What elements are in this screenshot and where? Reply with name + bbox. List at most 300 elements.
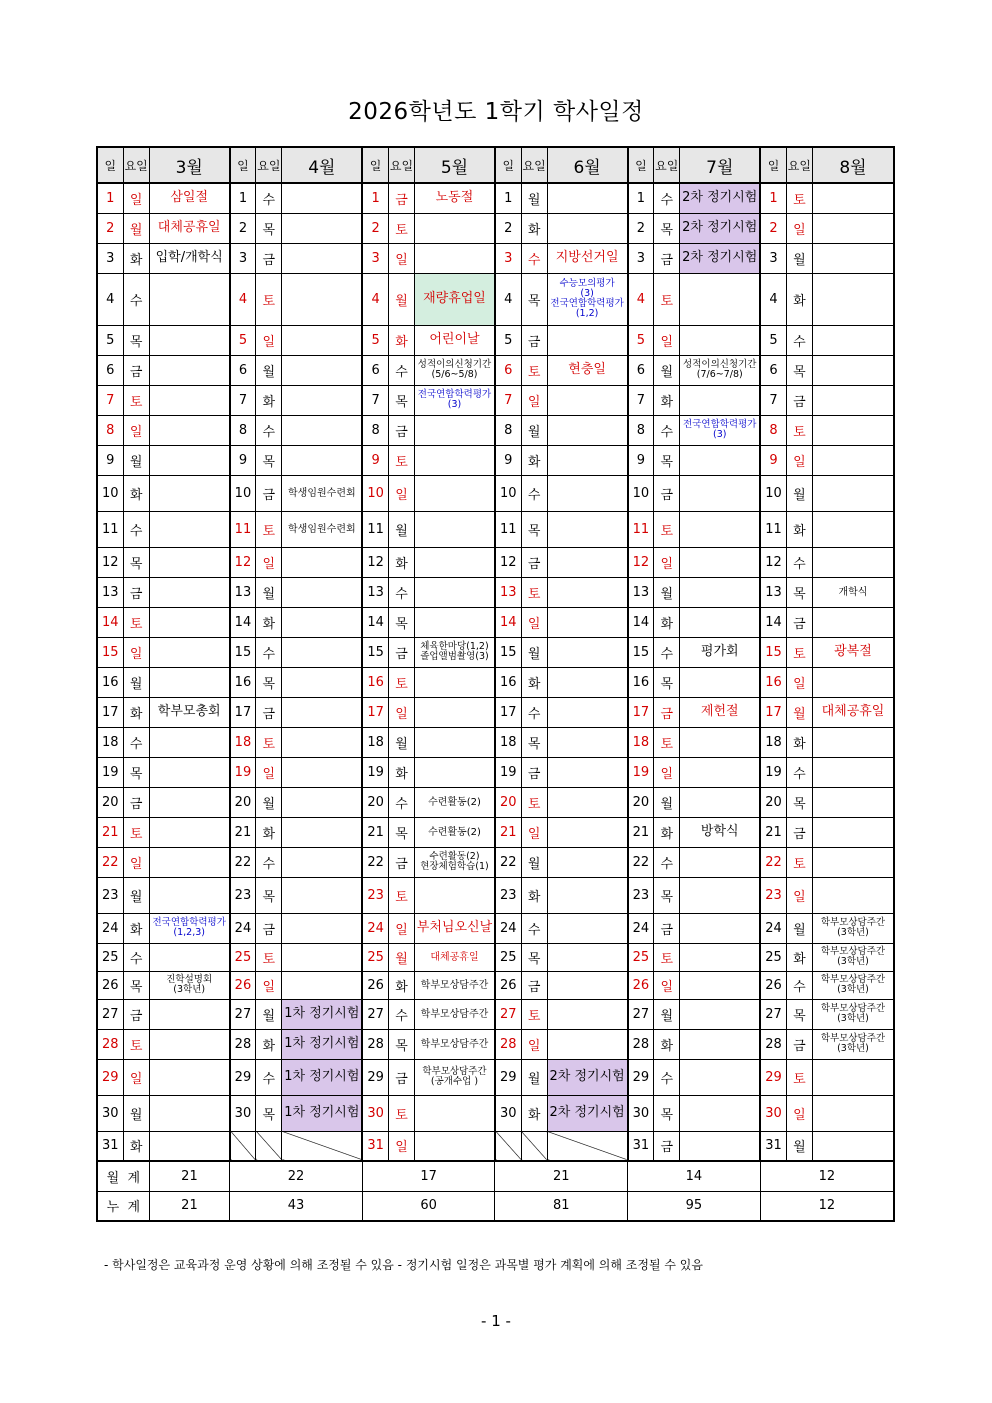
header-weekday: 요일 bbox=[388, 147, 414, 183]
event-cell bbox=[282, 415, 362, 445]
weekday-cell: 월 bbox=[388, 511, 414, 547]
calendar-row bbox=[97, 1059, 894, 1095]
day-cell: 24 bbox=[628, 913, 654, 943]
header-day: 일 bbox=[495, 147, 521, 183]
calendar-row bbox=[97, 183, 894, 213]
summary-value: 60 bbox=[362, 1191, 495, 1221]
weekday-cell: 금 bbox=[654, 913, 680, 943]
calendar-row bbox=[97, 475, 894, 511]
day-cell: 14 bbox=[362, 607, 388, 637]
day-cell: 11 bbox=[97, 511, 123, 547]
weekday-cell: 토 bbox=[123, 385, 149, 415]
event-label: 학부모상담주간 (3학년) bbox=[820, 946, 886, 967]
day-cell: 31 bbox=[760, 1131, 786, 1161]
event-cell bbox=[149, 607, 229, 637]
day-cell: 15 bbox=[362, 637, 388, 667]
event-cell bbox=[149, 355, 229, 385]
weekday-cell: 화 bbox=[521, 667, 547, 697]
event-label: 입학/개학식 bbox=[155, 250, 223, 265]
day-cell: 10 bbox=[230, 475, 256, 511]
day-cell: 6 bbox=[760, 355, 786, 385]
event-cell bbox=[149, 415, 229, 445]
calendar-row bbox=[97, 999, 894, 1029]
event-cell bbox=[149, 213, 229, 243]
summary-label: 누 계 bbox=[97, 1191, 149, 1221]
weekday-cell: 월 bbox=[123, 667, 149, 697]
day-cell: 16 bbox=[230, 667, 256, 697]
event-label: 학생임원수련회 bbox=[288, 487, 356, 499]
event-label: 노동절 bbox=[435, 190, 474, 206]
weekday-cell: 화 bbox=[123, 475, 149, 511]
weekday-cell: 수 bbox=[786, 325, 812, 355]
day-cell: 22 bbox=[362, 847, 388, 877]
weekday-cell: 토 bbox=[388, 445, 414, 475]
event-label: 개학식 bbox=[838, 586, 868, 598]
weekday-cell: 토 bbox=[786, 847, 812, 877]
event-cell bbox=[547, 355, 627, 385]
event-cell bbox=[547, 415, 627, 445]
weekday-cell: 목 bbox=[654, 1095, 680, 1131]
weekday-cell: 금 bbox=[256, 475, 282, 511]
weekday-cell: 월 bbox=[786, 243, 812, 273]
day-cell: 11 bbox=[495, 511, 521, 547]
event-cell bbox=[282, 637, 362, 667]
day-cell: 8 bbox=[362, 415, 388, 445]
calendar-row bbox=[97, 847, 894, 877]
weekday-cell: 화 bbox=[256, 1029, 282, 1059]
event-cell bbox=[680, 847, 760, 877]
event-label: 학부모상담주간 (3학년) bbox=[820, 974, 886, 995]
day-cell: 22 bbox=[760, 847, 786, 877]
calendar-row bbox=[97, 415, 894, 445]
weekday-cell: 토 bbox=[123, 607, 149, 637]
day-cell: 26 bbox=[362, 971, 388, 999]
weekday-cell: 월 bbox=[256, 787, 282, 817]
calendar-row bbox=[97, 787, 894, 817]
weekday-cell: 수 bbox=[786, 971, 812, 999]
event-label: 학부모상담주간 (3학년) bbox=[820, 1003, 886, 1024]
event-cell bbox=[812, 1029, 894, 1059]
summary-value: 21 bbox=[495, 1161, 628, 1191]
weekday-cell: 금 bbox=[654, 697, 680, 727]
weekday-cell: 일 bbox=[256, 325, 282, 355]
weekday-cell: 금 bbox=[123, 355, 149, 385]
weekday-cell: 토 bbox=[786, 637, 812, 667]
weekday-cell: 화 bbox=[786, 273, 812, 325]
header-day: 일 bbox=[760, 147, 786, 183]
event-cell bbox=[547, 325, 627, 355]
day-cell: 18 bbox=[97, 727, 123, 757]
event-cell bbox=[812, 757, 894, 787]
event-cell bbox=[812, 1095, 894, 1131]
day-cell: 4 bbox=[230, 273, 256, 325]
header-month: 3월 bbox=[149, 147, 229, 183]
weekday-cell: 월 bbox=[654, 577, 680, 607]
weekday-cell: 토 bbox=[388, 877, 414, 913]
event-cell bbox=[149, 183, 229, 213]
day-cell: 23 bbox=[230, 877, 256, 913]
event-cell bbox=[149, 727, 229, 757]
weekday-cell: 화 bbox=[521, 445, 547, 475]
weekday-cell: 일 bbox=[786, 667, 812, 697]
day-cell: 28 bbox=[760, 1029, 786, 1059]
weekday-cell: 화 bbox=[786, 511, 812, 547]
event-cell bbox=[812, 1131, 894, 1161]
weekday-cell: 화 bbox=[123, 913, 149, 943]
event-cell bbox=[812, 243, 894, 273]
weekday-cell: 일 bbox=[388, 1131, 414, 1161]
event-cell bbox=[415, 213, 495, 243]
event-cell bbox=[680, 213, 760, 243]
day-cell: 31 bbox=[97, 1131, 123, 1161]
day-cell: 2 bbox=[362, 213, 388, 243]
event-cell bbox=[149, 325, 229, 355]
event-cell bbox=[812, 183, 894, 213]
day-cell: 23 bbox=[495, 877, 521, 913]
calendar-body bbox=[97, 183, 894, 1221]
event-cell bbox=[282, 913, 362, 943]
weekday-cell: 수 bbox=[123, 511, 149, 547]
event-cell bbox=[680, 971, 760, 999]
day-cell: 8 bbox=[97, 415, 123, 445]
weekday-cell: 일 bbox=[256, 547, 282, 577]
weekday-cell: 일 bbox=[388, 475, 414, 511]
weekday-cell: 화 bbox=[388, 757, 414, 787]
event-cell bbox=[680, 243, 760, 273]
event-label: 부처님오신날 bbox=[416, 920, 493, 935]
event-label: 방학식 bbox=[700, 824, 739, 839]
weekday-cell: 목 bbox=[256, 667, 282, 697]
day-cell: 10 bbox=[97, 475, 123, 511]
day-cell: 5 bbox=[760, 325, 786, 355]
calendar-row bbox=[97, 273, 894, 325]
weekday-cell: 수 bbox=[521, 697, 547, 727]
day-cell: 16 bbox=[362, 667, 388, 697]
event-cell bbox=[680, 607, 760, 637]
day-cell: 1 bbox=[362, 183, 388, 213]
event-cell bbox=[415, 475, 495, 511]
weekday-cell: 목 bbox=[256, 213, 282, 243]
day-cell: 22 bbox=[230, 847, 256, 877]
weekday-cell: 목 bbox=[388, 385, 414, 415]
day-cell: 31 bbox=[362, 1131, 388, 1161]
event-cell bbox=[415, 1131, 495, 1161]
summary-value: 22 bbox=[230, 1161, 363, 1191]
event-label: 전국연합학력평가 (1,2,3) bbox=[152, 917, 226, 938]
day-cell: 29 bbox=[230, 1059, 256, 1095]
day-cell: 13 bbox=[495, 577, 521, 607]
event-label: 2차 정기시험 bbox=[549, 1069, 625, 1084]
day-cell: 26 bbox=[760, 971, 786, 999]
event-label: 전국연합학력평가 (3) bbox=[417, 389, 492, 410]
day-cell: 4 bbox=[495, 273, 521, 325]
event-cell bbox=[415, 999, 495, 1029]
event-cell bbox=[680, 727, 760, 757]
day-cell: 25 bbox=[495, 943, 521, 971]
weekday-cell: 월 bbox=[521, 847, 547, 877]
weekday-cell: 목 bbox=[256, 1095, 282, 1131]
day-cell: 28 bbox=[495, 1029, 521, 1059]
event-cell bbox=[812, 475, 894, 511]
day-cell: 29 bbox=[495, 1059, 521, 1095]
weekday-cell: 목 bbox=[256, 445, 282, 475]
event-cell bbox=[812, 415, 894, 445]
weekday-cell: 금 bbox=[786, 1029, 812, 1059]
weekday-cell bbox=[521, 1131, 547, 1161]
event-cell bbox=[812, 727, 894, 757]
weekday-cell: 금 bbox=[786, 385, 812, 415]
weekday-cell: 월 bbox=[521, 415, 547, 445]
event-cell bbox=[680, 183, 760, 213]
day-cell: 9 bbox=[495, 445, 521, 475]
weekday-cell: 토 bbox=[521, 999, 547, 1029]
weekday-cell: 화 bbox=[256, 817, 282, 847]
weekday-cell: 일 bbox=[256, 971, 282, 999]
event-cell bbox=[547, 667, 627, 697]
day-cell: 11 bbox=[230, 511, 256, 547]
day-cell: 12 bbox=[495, 547, 521, 577]
event-cell bbox=[149, 877, 229, 913]
day-cell: 13 bbox=[760, 577, 786, 607]
event-cell bbox=[282, 325, 362, 355]
event-label: 수능모의평가 (3) 전국연합학력평가 (1,2) bbox=[550, 278, 624, 319]
day-cell: 14 bbox=[760, 607, 786, 637]
event-cell bbox=[415, 385, 495, 415]
calendar-row bbox=[97, 667, 894, 697]
day-cell: 21 bbox=[97, 817, 123, 847]
day-cell: 8 bbox=[760, 415, 786, 445]
calendar-row bbox=[97, 817, 894, 847]
event-cell bbox=[812, 697, 894, 727]
weekday-cell: 토 bbox=[123, 1029, 149, 1059]
header-month: 5월 bbox=[415, 147, 495, 183]
day-cell: 25 bbox=[362, 943, 388, 971]
event-cell bbox=[282, 385, 362, 415]
day-cell: 18 bbox=[362, 727, 388, 757]
weekday-cell: 월 bbox=[388, 943, 414, 971]
event-cell bbox=[415, 607, 495, 637]
weekday-cell: 수 bbox=[256, 637, 282, 667]
weekday-cell: 금 bbox=[123, 577, 149, 607]
event-cell bbox=[149, 511, 229, 547]
event-cell bbox=[415, 817, 495, 847]
event-cell bbox=[547, 475, 627, 511]
event-cell bbox=[415, 445, 495, 475]
weekday-cell: 일 bbox=[123, 183, 149, 213]
day-cell: 4 bbox=[97, 273, 123, 325]
weekday-cell: 금 bbox=[521, 325, 547, 355]
day-cell: 23 bbox=[362, 877, 388, 913]
weekday-cell: 월 bbox=[388, 727, 414, 757]
weekday-cell: 금 bbox=[256, 697, 282, 727]
day-cell: 22 bbox=[495, 847, 521, 877]
event-cell bbox=[680, 1095, 760, 1131]
weekday-cell: 월 bbox=[654, 787, 680, 817]
event-cell bbox=[812, 355, 894, 385]
event-cell bbox=[149, 637, 229, 667]
day-cell: 26 bbox=[230, 971, 256, 999]
event-cell bbox=[282, 1059, 362, 1095]
day-cell: 30 bbox=[760, 1095, 786, 1131]
calendar-row bbox=[97, 727, 894, 757]
weekday-cell: 금 bbox=[123, 999, 149, 1029]
weekday-cell: 금 bbox=[388, 1059, 414, 1095]
event-cell bbox=[680, 913, 760, 943]
weekday-cell: 일 bbox=[654, 757, 680, 787]
event-cell bbox=[812, 511, 894, 547]
day-cell: 28 bbox=[230, 1029, 256, 1059]
event-cell bbox=[282, 877, 362, 913]
day-cell: 8 bbox=[628, 415, 654, 445]
weekday-cell: 일 bbox=[654, 325, 680, 355]
event-label: 학부모상담주간 (3학년) bbox=[820, 1033, 886, 1054]
day-cell: 3 bbox=[97, 243, 123, 273]
event-cell bbox=[812, 273, 894, 325]
event-cell bbox=[680, 1059, 760, 1095]
event-cell bbox=[415, 1059, 495, 1095]
event-cell bbox=[282, 943, 362, 971]
event-cell bbox=[415, 787, 495, 817]
header-weekday: 요일 bbox=[521, 147, 547, 183]
calendar-row bbox=[97, 325, 894, 355]
event-cell bbox=[149, 273, 229, 325]
weekday-cell: 월 bbox=[123, 877, 149, 913]
day-cell: 7 bbox=[628, 385, 654, 415]
weekday-cell: 목 bbox=[123, 971, 149, 999]
weekday-cell: 토 bbox=[256, 511, 282, 547]
calendar-row bbox=[97, 943, 894, 971]
event-cell bbox=[415, 511, 495, 547]
event-cell bbox=[282, 183, 362, 213]
day-cell: 3 bbox=[495, 243, 521, 273]
header-weekday: 요일 bbox=[786, 147, 812, 183]
summary-label: 월 계 bbox=[97, 1161, 149, 1191]
event-label: 평가회 bbox=[700, 644, 739, 659]
weekday-cell: 토 bbox=[654, 511, 680, 547]
event-cell bbox=[680, 787, 760, 817]
day-cell: 5 bbox=[495, 325, 521, 355]
calendar-row bbox=[97, 445, 894, 475]
day-cell: 29 bbox=[760, 1059, 786, 1095]
header-day: 일 bbox=[628, 147, 654, 183]
event-label: 대체공휴일 bbox=[430, 951, 479, 963]
event-cell bbox=[282, 577, 362, 607]
day-cell: 6 bbox=[628, 355, 654, 385]
weekday-cell: 일 bbox=[521, 817, 547, 847]
event-cell bbox=[547, 727, 627, 757]
day-cell: 9 bbox=[230, 445, 256, 475]
calendar-row bbox=[97, 355, 894, 385]
day-cell: 6 bbox=[230, 355, 256, 385]
day-cell: 18 bbox=[230, 727, 256, 757]
day-cell: 19 bbox=[230, 757, 256, 787]
calendar-row bbox=[97, 243, 894, 273]
day-cell: 30 bbox=[230, 1095, 256, 1131]
event-label: 삼일절 bbox=[170, 190, 209, 206]
event-cell bbox=[282, 787, 362, 817]
weekday-cell: 토 bbox=[256, 273, 282, 325]
weekday-cell: 토 bbox=[654, 727, 680, 757]
event-cell bbox=[812, 577, 894, 607]
day-cell: 16 bbox=[495, 667, 521, 697]
event-cell bbox=[812, 667, 894, 697]
event-cell bbox=[282, 355, 362, 385]
weekday-cell: 토 bbox=[123, 817, 149, 847]
event-cell bbox=[282, 213, 362, 243]
calendar-row bbox=[97, 637, 894, 667]
day-cell: 21 bbox=[760, 817, 786, 847]
day-cell: 3 bbox=[628, 243, 654, 273]
event-label: 전국연합학력평가 (3) bbox=[683, 419, 757, 440]
weekday-cell: 목 bbox=[654, 213, 680, 243]
day-cell: 13 bbox=[97, 577, 123, 607]
weekday-cell: 금 bbox=[256, 243, 282, 273]
weekday-cell: 수 bbox=[388, 999, 414, 1029]
day-cell: 12 bbox=[230, 547, 256, 577]
event-cell bbox=[415, 697, 495, 727]
weekday-cell: 일 bbox=[388, 913, 414, 943]
day-cell: 9 bbox=[362, 445, 388, 475]
weekday-cell: 수 bbox=[786, 547, 812, 577]
day-cell: 7 bbox=[97, 385, 123, 415]
day-cell: 20 bbox=[628, 787, 654, 817]
weekday-cell: 월 bbox=[654, 999, 680, 1029]
day-cell: 28 bbox=[362, 1029, 388, 1059]
day-cell: 2 bbox=[760, 213, 786, 243]
day-cell: 14 bbox=[628, 607, 654, 637]
event-cell bbox=[149, 1131, 229, 1161]
weekday-cell: 목 bbox=[256, 877, 282, 913]
weekday-cell: 토 bbox=[786, 1059, 812, 1095]
summary-value: 21 bbox=[149, 1191, 229, 1221]
header-month: 8월 bbox=[812, 147, 894, 183]
event-cell bbox=[282, 817, 362, 847]
event-cell bbox=[282, 243, 362, 273]
weekday-cell: 월 bbox=[521, 1059, 547, 1095]
event-cell bbox=[282, 511, 362, 547]
cumulative-total-row bbox=[97, 1191, 894, 1221]
header-weekday: 요일 bbox=[256, 147, 282, 183]
page-title: 2026학년도 1학기 학사일정 bbox=[348, 99, 644, 125]
weekday-cell: 일 bbox=[786, 445, 812, 475]
day-cell: 15 bbox=[628, 637, 654, 667]
day-cell: 25 bbox=[760, 943, 786, 971]
header-weekday: 요일 bbox=[654, 147, 680, 183]
event-cell bbox=[149, 577, 229, 607]
weekday-cell: 수 bbox=[256, 183, 282, 213]
weekday-cell: 금 bbox=[521, 757, 547, 787]
event-cell bbox=[149, 847, 229, 877]
event-cell bbox=[547, 971, 627, 999]
event-cell bbox=[547, 607, 627, 637]
day-cell: 30 bbox=[495, 1095, 521, 1131]
event-cell bbox=[547, 577, 627, 607]
day-cell: 24 bbox=[760, 913, 786, 943]
weekday-cell: 금 bbox=[388, 183, 414, 213]
weekday-cell: 월 bbox=[786, 697, 812, 727]
day-cell: 28 bbox=[628, 1029, 654, 1059]
weekday-cell: 목 bbox=[521, 943, 547, 971]
summary-value: 81 bbox=[495, 1191, 628, 1221]
day-cell: 4 bbox=[760, 273, 786, 325]
weekday-cell: 월 bbox=[256, 355, 282, 385]
day-cell: 30 bbox=[97, 1095, 123, 1131]
weekday-cell: 수 bbox=[388, 577, 414, 607]
event-cell bbox=[547, 445, 627, 475]
day-cell: 2 bbox=[97, 213, 123, 243]
weekday-cell: 수 bbox=[388, 787, 414, 817]
weekday-cell: 일 bbox=[388, 243, 414, 273]
